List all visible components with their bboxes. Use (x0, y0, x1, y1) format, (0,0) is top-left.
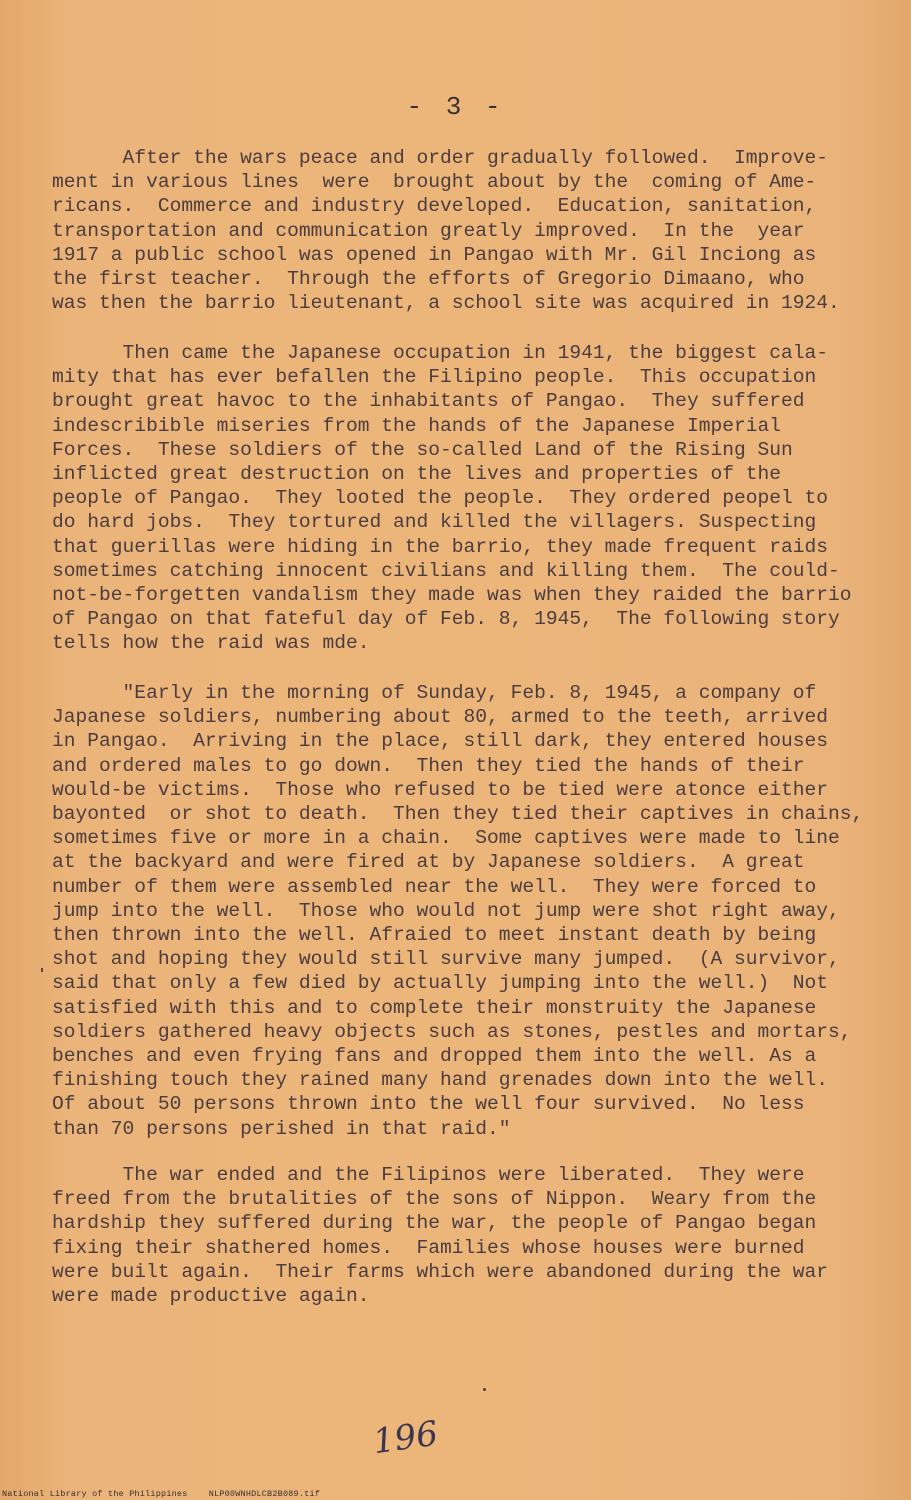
margin-mark (41, 968, 43, 972)
paragraph-raid-account: "Early in the morning of Sunday, Feb. 8, 1945, a company of Japanese soldiers, numbering about 80, armed to the teeth, arrived in Pangao. Arriving in the place, still dark, they entered houses and ordered males to go down. Then they tied the hands of their would-be victims. Those who refused to be tied were atonce either bayonted or shot to death. Then they tied their captives in chains, sometimes five or more in a chain. Some captives were made to line at the backyard and were fired at by Japanese soldiers. A great number of them were assembled near the well. They were forced to jump into the well. Those who would not jump were shot right away, then thrown into the well. Afraied to meet instant death by being shot and hoping they would still survive many jumped. (A survivor, said that only a few died by actually jumping into the well.) Not satisfied with this and to complete their monstruity the Japanese soldiers gathered heavy objects such as stones, pestles and mortars, benches and even frying fans and dropped them into the well. As a finishing touch they rained many hand grenades down into the well. Of about 50 persons thrown into the well four survived. No less than 70 persons perished in that raid." (52, 682, 864, 1140)
paragraph-liberation: The war ended and the Filipinos were liberated. They were freed from the brutalities of the sons of Nippon. Weary from the hardship they suffered during the war, the people of Pangao began fixing their shathered homes. Families whose houses were burned were built again. Their farms which were abandoned during the war were made productive again. (52, 1164, 829, 1308)
handwritten-page-number: 196 (370, 1413, 441, 1463)
ink-dot (483, 1388, 486, 1391)
paragraph-japanese-occupation: Then came the Japanese occupation in 1941, the biggest cala- mity that has ever befallen the Filipino people. This occupation brought great havoc to the inhabitants of Pangao. They suffered indescribible miseries from the hands of the Japanese Imperial Forces. These soldiers of the so-called Land of the Rising Sun inflicted great destruction on the lives and properties of the people of Pangao. They looted the people. They ordered peopel to do hard jobs. They tortured and killed the villagers. Suspecting that guerillas were hiding in the barrio, they made frequent raids sometimes catching innocent civilians and killing them. The could- not-be-forgetten vandalism they made was when they raided the barrio of Pangao on that fateful day of Feb. 8, 1945, The following story tells how the raid was mde. (52, 342, 852, 655)
scan-footer-caption: National Library of the Philippines NLP00WNHDLCB2B089.tif (2, 1489, 321, 1499)
paragraph-american-period: After the wars peace and order gradually followed. Improve- ment in various lines were brought about by the coming of Ame- ricans. Commerce and industry developed. Education, sanitation, transportation and communication greatly improved. In the year 1917 a public school was opened in Pangao with Mr. Gil Inciong as the first teacher. Through the efforts of Gregorio Dimaano, who was then the barrio lieutenant, a school site was acquired in 1924. (52, 147, 840, 315)
page-number: - 3 - (406, 92, 505, 122)
